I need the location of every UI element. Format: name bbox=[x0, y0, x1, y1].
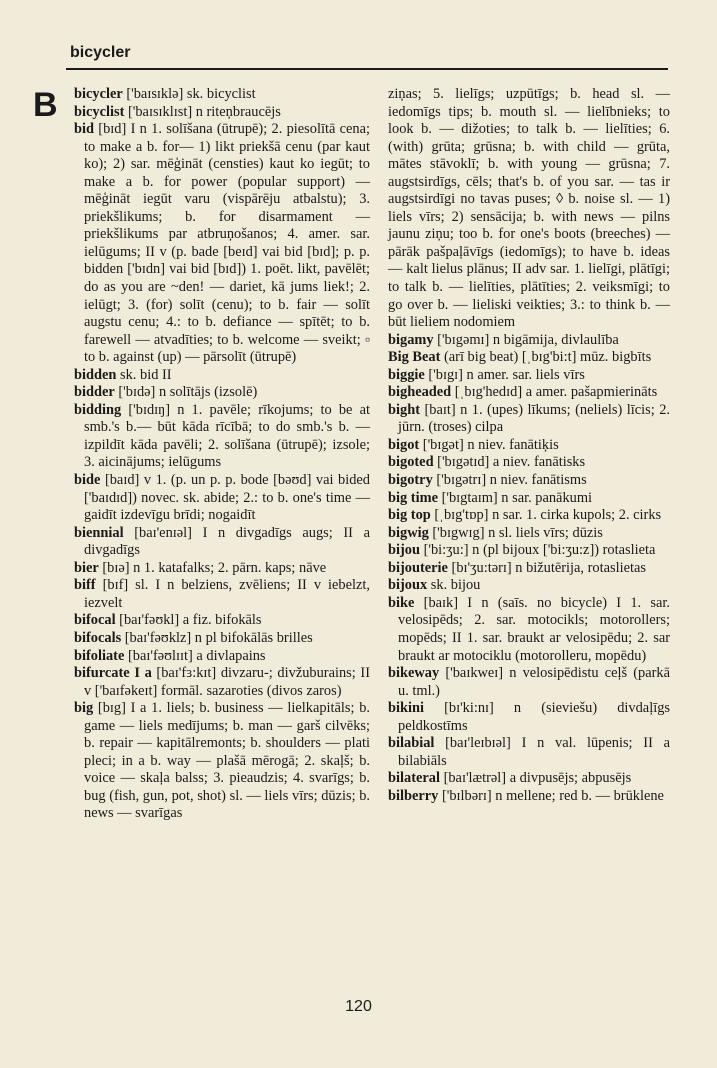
entry-big-continued: ziņas; 5. lielīgs; uzpūtīgs; b. head sl. — iedomīgs tips; b. mouth sl. — lielībnieks; to look b. — dižoties; to talk b. — lielīties; 6. (with) grūta; grūsna; b. with child — grūta, mātes stāvoklī; b. with young — grūsna; 7. augstsirdīgs, cēls; that's b. of you sar. — tas ir augstsirdīgi no tavas puses; ◊ b. noise sl. — 1) liels vīrs; 2) sensācija; b. with news — pilns jaunu ziņu; too b. for one's boots (breeches) — pārāk pašpaļāvīgs (iedomīgs); to have b. ideas — kalt lielus plānus; II adv sar. 1. lielīgi, plātīgi; to talk b. — lielīties, plātīties; 2. veiksmīgi; to go over b. — lieliski veikties; 3.: to think b. — būt lieliem nodomiem bbox=[388, 86, 670, 331]
entry-bight: bight [baɪt] n 1. (upes) līkums; (neliels) līcis; 2. jūrn. (troses) cilpa bbox=[388, 401, 670, 436]
entry-biggie: biggie ['bɪgɪ] n amer. sar. liels vīrs bbox=[388, 366, 585, 383]
entry-bilateral: bilateral [baɪ'lætrəl] a divpusējs; abpusējs bbox=[388, 770, 632, 787]
left-column bbox=[74, 86, 370, 823]
entry-big: big [bɪg] I a 1. liels; b. business — lielkapitāls; b. game — liels medījums; b. man — garš cilvēks; b. repair — kapitālremonts; b. shoulders — plati pleci; in a b. way — plašā mērogā; 2. skaļš; b. voice — skaļa balss; 3. pieaudzis; 4. svarīgs; b. bug (fish, gun, pot, shot) sl. — liels vīrs; dūzis; b. news — svarīgas bbox=[74, 700, 370, 822]
entry-big-top: big top [ˌbɪg'tɒp] n sar. 1. cirka kupols; 2. cirks bbox=[388, 507, 662, 524]
entry-bide: bide [baɪd] v 1. (p. un p. p. bode [bəʊd] vai bided ['baɪdɪd]) novec. sk. abide; 2.: to b. one's time — gaidīt izdevīgu brīdi; nogaidīt bbox=[74, 472, 370, 524]
entry-bigamy: bigamy ['bɪgəmɪ] n bigāmija, divlaulība bbox=[388, 331, 619, 348]
entry-bilberry: bilberry ['bɪlbərɪ] n mellene; red b. — brūklene bbox=[388, 787, 664, 804]
entry-bikeway: bikeway ['baɪkweɪ] n velosipēdistu ceļš (parkā u. tml.) bbox=[388, 665, 670, 699]
entry-bigoted: bigoted ['bɪgətɪd] a niev. fanātisks bbox=[388, 454, 586, 471]
entry-biff: biff [bɪf] sl. I n belziens, zvēliens; II v iebelzt, iezvelt bbox=[74, 577, 370, 611]
entry-bidding: bidding ['bɪdɪŋ] n 1. pavēle; rīkojums; to be at smb.'s b.— būt kāda rīcībā; to do smb.'s b. — izpildīt kāda pavēli; 2. solīšana (ūtrupē); izsole; 3. aicinājums; ielūgums bbox=[74, 401, 370, 471]
entry-bigheaded: bigheaded [ˌbɪg'hedɪd] a amer. pašapmierināts bbox=[388, 384, 658, 401]
entry-bigwig: bigwig ['bɪgwɪg] n sl. liels vīrs; dūzis bbox=[388, 524, 603, 541]
entry-bifocals: bifocals [baɪ'fəʊklz] n pl bifokālās brilles bbox=[74, 629, 313, 646]
entry-bicycler: bicycler ['baɪsɪklə] sk. bicyclist bbox=[74, 86, 256, 102]
section-letter: B bbox=[33, 86, 58, 124]
entry-bijou: bijou ['bi:ʒu:] n (pl bijoux ['bi:ʒu:z]) rotaslieta bbox=[388, 542, 656, 559]
entry-bifoliate: bifoliate [baɪ'fəʊlɪɪt] a divlapains bbox=[74, 647, 266, 664]
entry-bike: bike [baɪk] I n (saīs. no bicycle) I 1. sar. velosipēds; 2. sar. motocikls; motorollers; mopēds; II 1. sar. braukt ar velosipēdu; 2. sar braukt ar motociklu (motorolleru, mopēdu) bbox=[388, 594, 670, 664]
page-number: 120 bbox=[345, 998, 372, 1015]
entry-biennial: biennial [baɪ'enɪəl] I n divgadīgs augs; II a divgadīgs bbox=[74, 524, 370, 559]
entry-bilabial: bilabial [baɪ'leɪbɪəl] I n val. lūpenis; II a bilabiāls bbox=[388, 735, 670, 769]
entry-bijouterie: bijouterie [bɪ'ʒu:tərɪ] n bižutērija, rotaslietas bbox=[388, 559, 646, 576]
entry-bigotry: bigotry ['bɪgətrɪ] n niev. fanātisms bbox=[388, 472, 587, 489]
entry-bid: bid [bɪd] I n 1. solīšana (ūtrupē); 2. piesolītā cena; to make a b. for— 1) likt priekšā cenu (par kaut ko); 2) sar. mēģināt (censties) kaut ko iegūt; to make a b. for power (popular support) — mēģināt iegūt varu (vispārēju atbalstu); 3. priekšlikums; b. for disarmament — priekšlikums par atbruņošanos; 4. amer. sar. ielūgums; II v (p. bade [beɪd] vai bid [bɪd]; p. p. bidden ['bɪdn] vai bid [bɪd]) 1. poēt. likt, pavēlēt; do as you are ~den! — dariet, kā jums liek!; 2. ielūgt; 3. (for) solīt (cenu); to b. fair — solīt augstu cenu; 4.: to b. defiance — spītēt; to b. farewell — atvadīties; to b. welcome — sveikt; ▫ to b. against (up) — pārsolīt (ūtrupē) bbox=[74, 121, 370, 366]
entry-bifocal: bifocal [baɪ'fəʊkl] a fiz. bifokāls bbox=[74, 612, 262, 629]
header-rule bbox=[66, 68, 668, 70]
running-head: bicycler bbox=[70, 44, 131, 61]
entry-big-beat: Big Beat (arī big beat) [ˌbɪg'bi:t] mūz. bigbīts bbox=[388, 349, 652, 366]
entry-bicyclist: bicyclist ['baɪsɪklɪst] n riteņbraucējs bbox=[74, 103, 281, 120]
entry-bidden: bidden sk. bid II bbox=[74, 366, 172, 383]
entry-bigot: bigot ['bɪgət] n niev. fanātiķis bbox=[388, 436, 559, 453]
entry-bijoux: bijoux sk. bijou bbox=[388, 577, 481, 594]
entry-bier: bier [bɪə] n 1. katafalks; 2. pārn. kaps; nāve bbox=[74, 559, 327, 576]
entry-big-time: big time ['bɪgtaɪm] n sar. panākumi bbox=[388, 489, 593, 506]
entry-bifurcate: bifurcate I a [baɪ'fɜ:kɪt] divzaru-; divžuburains; II v ['baɪfəkeɪt] formāl. sazaroties (divos zaros) bbox=[74, 665, 370, 699]
entry-bidder: bidder ['bɪdə] n solītājs (izsolē) bbox=[74, 384, 258, 401]
entry-bikini: bikini [bɪ'ki:nɪ] n (sieviešu) divdaļīgs peldkostīms bbox=[388, 700, 670, 734]
right-column bbox=[388, 86, 670, 805]
